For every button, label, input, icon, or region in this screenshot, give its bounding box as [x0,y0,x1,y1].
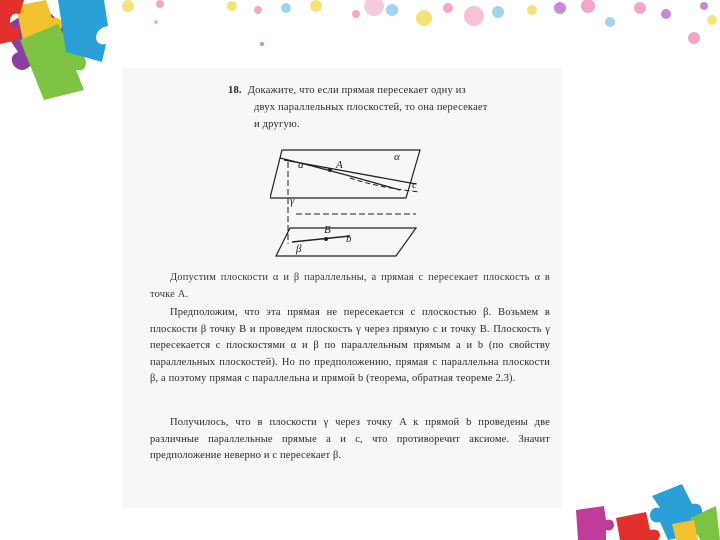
problem-line [228,82,550,99]
label-a: a [298,159,304,171]
label-gamma: γ [290,195,295,207]
confetti-dot [352,10,360,18]
problem-number: 18. [228,85,242,96]
point-A [328,168,332,172]
label-c: c [412,179,417,191]
confetti-dot [364,0,384,16]
label-A: A [336,159,343,171]
confetti-dot [492,6,504,18]
paragraph-assumption: Допустим плоскости α и β параллельны, а прямая c пересекает плоскость α в точке A. [150,272,550,300]
confetti-dot [554,2,566,14]
confetti-dot [154,20,158,24]
confetti-dot [281,3,291,13]
label-beta: β [296,243,302,255]
confetti-dot [700,2,708,10]
confetti-dot [581,0,595,13]
line-b [292,236,350,242]
label-alpha: α [394,151,400,163]
puzzle-piece-magenta [576,506,614,540]
label-B: B [324,224,331,236]
puzzle-icon-top-left [0,0,108,100]
confetti-dot [661,9,671,19]
geometry-figure [270,140,432,258]
confetti-dot [707,15,717,25]
problem-line: двух параллельных плоскостей, то она пересекает [254,102,488,113]
confetti-dot [386,4,398,16]
confetti-dot [688,32,700,44]
problem-line-text: Докажите, что если прямая пересекает одну из [247,85,466,96]
confetti-dot [254,6,262,14]
confetti-dot [156,0,164,8]
confetti-dot [227,1,237,11]
paragraph-conclusion: Получилось, что в плоскости γ через точку A к прямой b проведены две различные параллельные прямые a и c, что противоречит аксиоме. Значит предположение неверно и c пересекает β. [150,417,550,462]
confetti-dot [310,0,322,12]
confetti-dot [605,17,615,27]
problem-line: и другую. [254,119,300,130]
paragraph-proof: Предположим, что эта прямая не пересекается с плоскостью β. Возьмем в плоскости β точку B и проведем плоскость γ через прямую c и точку B. Плоскость γ пересекается с плоскостями α и β по параллельным прямым a и b (по свойству параллельных плоскостей). Но по предположению, прямая c параллельна плоскости β, а поэтому прямая c параллельна и прямой b (теорема, обратная теореме 2.3). [150,307,550,385]
confetti-dot [634,2,646,14]
confetti-dot [443,3,453,13]
confetti-dot [464,6,484,26]
label-b: b [346,233,352,245]
confetti-dot [527,5,537,15]
problem-statement [228,82,550,133]
confetti-dot [416,10,432,26]
point-B [324,237,328,241]
puzzle-icon-bottom-right [576,484,720,540]
confetti-dot [260,42,264,46]
confetti-dot [122,0,134,12]
confetti-top [122,0,717,46]
